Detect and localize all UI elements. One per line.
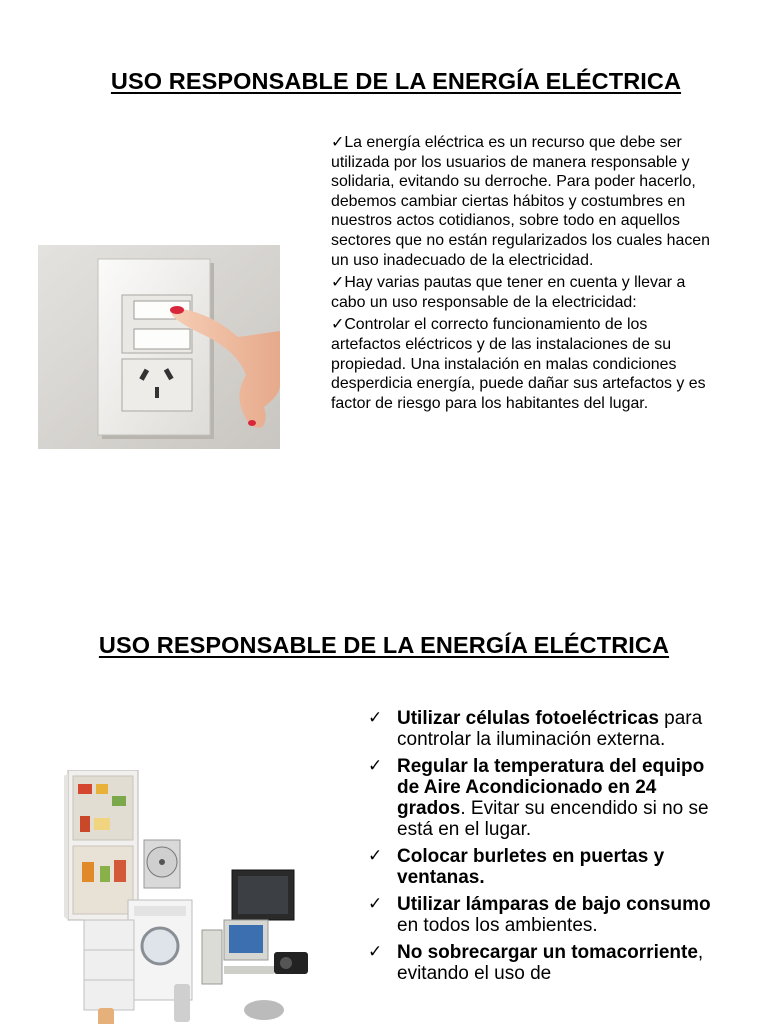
list-item — [368, 708, 718, 750]
check-icon: ✓ — [331, 272, 345, 292]
item-bold-text: Utilizar células fotoeléctricas — [397, 708, 659, 729]
check-icon: ✓ — [331, 132, 345, 151]
list-item — [368, 942, 718, 984]
paragraph-3 — [331, 314, 711, 413]
check-icon: ✓ — [368, 756, 383, 776]
item-bold-text: No sobrecargar un tomacorriente — [397, 942, 698, 963]
list-item — [368, 894, 718, 936]
paragraph-2-text: Hay varias pautas que tener en cuenta y llevar a cabo un uso responsable de la electricidad: — [331, 274, 686, 311]
item-bold-text: Colocar burletes en puertas y ventanas. — [397, 846, 665, 888]
paragraph-2 — [331, 272, 711, 312]
paragraph-3-text: Controlar el correcto funcionamiento de los artefactos eléctricos y de las instalaciones de su propiedad. Una instalación en malas condiciones desperdicia energía, puede dañar sus artefactos y es factor de riesgo para los habitantes del lugar. — [331, 316, 706, 412]
appliances-photo — [64, 770, 314, 1024]
slide-1-title: USO RESPONSABLE DE LA ENERGÍA ELÉCTRICA — [110, 68, 682, 94]
item-text: en todos los ambientes. — [397, 915, 598, 936]
tips-list — [368, 708, 718, 990]
item-text: , evitando el uso de — [397, 942, 704, 984]
item-text: . Evitar su encendido si no se está en el lugar. — [397, 798, 709, 840]
light-switch-photo — [38, 245, 280, 449]
list-item — [368, 756, 718, 840]
slide-1-body — [331, 132, 711, 415]
list-item — [368, 846, 718, 888]
check-icon: ✓ — [368, 894, 383, 914]
check-icon: ✓ — [368, 846, 383, 866]
item-bold-text: Regular la temperatura del equipo de Aire Acondicionado en 24 grados — [397, 756, 705, 819]
check-icon: ✓ — [331, 314, 345, 334]
check-icon: ✓ — [368, 942, 383, 962]
slide-2 — [0, 590, 768, 1024]
slide-2-title: USO RESPONSABLE DE LA ENERGÍA ELÉCTRICA — [98, 632, 670, 658]
paragraph-1 — [331, 132, 711, 270]
item-bold-text: Utilizar lámparas de bajo consumo — [397, 894, 711, 915]
paragraph-1-text: La energía eléctrica es un recurso que debe ser utilizada por los usuarios de manera responsable y solidaria, evitando su derroche. Para poder hacerlo, debemos cambiar ciertas hábitos y costumbres en nuestros actos cotidianos, sobre todo en aquellos sectores que no están regularizados los cuales hacen un uso inadecuado de la electricidad. — [331, 134, 710, 269]
check-icon: ✓ — [368, 708, 383, 728]
item-text: para controlar la iluminación externa. — [397, 708, 703, 750]
